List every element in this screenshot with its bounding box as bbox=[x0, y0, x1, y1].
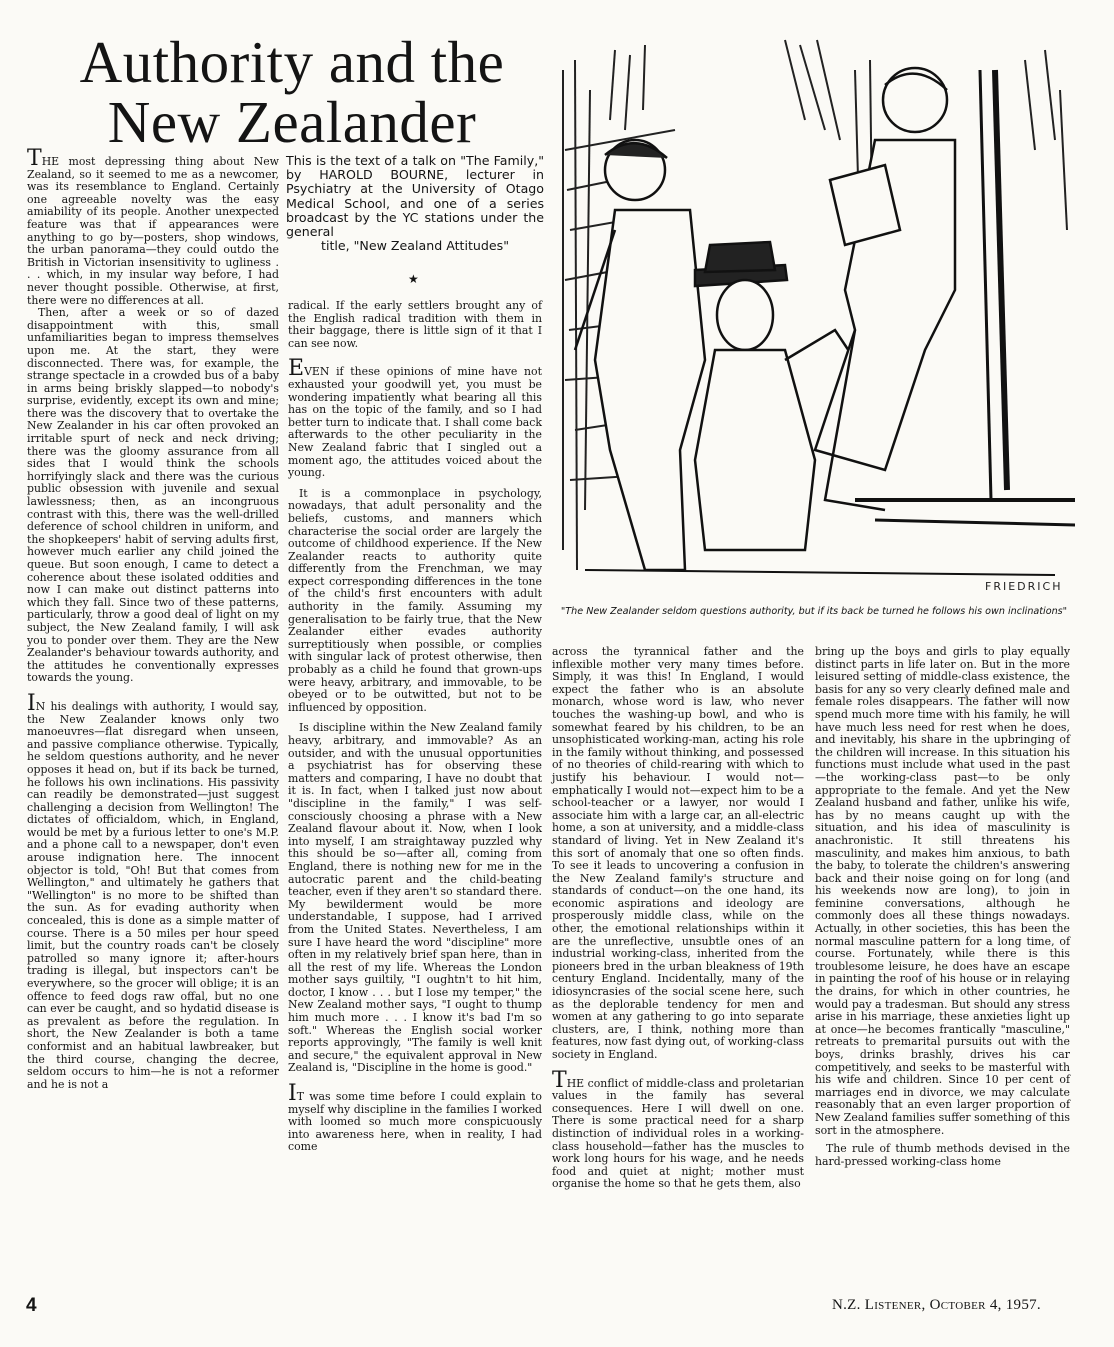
illustration-signature: FRIEDRICH bbox=[985, 580, 1063, 593]
intro-text: This is the text of a talk on "The Family," by HAROLD BOURNE, lecturer in Psychiatry at the University of Otago Medical School, and one of a series broadcast by the YC stations under the general bbox=[286, 153, 544, 240]
paragraph: Is discipline within the New Zealand family heavy, arbitrary, and immovable? As an outsider, and with the unusual opportunities a psychiatrist has for observing these matters and comparing, I have no doubt that it is. In fact, when I talked just now about "discipline in the family," I was self-consciously choosing a phrase with a New Zealand flavour about it. Now, when I look into myself, I am straightaway puzzled why this should be so—after all, coming from England, there is nothing new for me in the autocratic parent and the child-beating teacher, even if they aren't so standard there. My bewilderment would be more understandable, I suppose, had I arrived from the United States. Nevertheless, I am sure I have heard the word "discipline" more often in my relatively brief span here, than in all the rest of my life. Whereas the London mother says guiltily, "I oughtn't to hit him, doctor, I know . . . but I lose my temper," the New Zealand mother says, "I ought to thump him much more . . . I know it's bad I'm so soft." Whereas the English social worker reports approvingly, "The family is well knit and secure," the equivalent approval in New Zealand is, "Discipline in the home is good." bbox=[288, 721, 542, 1075]
paragraph: The rule of thumb methods devised in the hard-pressed working-class home bbox=[815, 1142, 1070, 1168]
article-headline: Authority and the New Zealander bbox=[79, 29, 505, 155]
separator-star-icon: ★ bbox=[408, 272, 419, 286]
publication-date: October 4, 1957. bbox=[929, 1297, 1041, 1313]
figure-middle-man bbox=[695, 242, 855, 550]
page-number: 4 bbox=[26, 1295, 37, 1316]
paragraph: THE conflict of middle-class and proletarian values in the family has several consequences. Here I will dwell on one. There is some practical need for a sharp distinction of individual roles in a working-class household—father has the muscles to work long hours for his wage, and he needs food and quiet at night; mother must organise the home so that he gets them, also bbox=[552, 1067, 804, 1191]
intro-series-title: title, "New Zealand Attitudes" bbox=[321, 238, 509, 254]
paragraph: radical. If the early settlers brought any of the English radical tradition with them in their baggage, there is little sign of it that I can see now. bbox=[288, 299, 542, 350]
illustration-caption: "The New Zealander seldom questions authority, but if its back be turned he follows his own inclinations" bbox=[560, 606, 1068, 617]
paragraph: THE most depressing thing about New Zealand, so it seemed to me as a newcomer, was its resemblance to England. Certainly one agreeable novelty was the easy amiability of its people. Another unexpected feature was that if appearances were anything to go by—posters, shop windows, the urban panorama—they could outdo the British in Victorian insensitivity to ugliness . . . which, in my insular way before, I had never thought possible. Otherwise, at first, there were no differences at all. bbox=[27, 146, 279, 307]
article-column-4 bbox=[815, 646, 1070, 1168]
paragraph: across the tyrannical father and the inflexible mother very many times before. Simply, it was this! In England, I would expect the father who is an absolute monarch, whose word is law, who never touches the washing-up bowl, and who is somewhat feared by his children, to be an unsophisticated working-man, acting his role in the family without thinking, and possessed of no theories of child-rearing with which to justify his behaviour. I would not—emphatically I would not—expect him to be a school-teacher or a lawyer, nor would I associate him with a large car, an all-electric home, a son at university, and a middle-class standard of living. Yet in New Zealand it's this sort of anomaly that one so often finds. To see it leads to uncovering a confusion in the New Zealand family's structure and standards of conduct—on the one hand, its economic aspirations and ideology are prosperously middle class, while on the other, the emotional relationships within it are the unreflective, unsubtle ones of an industrial working-class, inherited from the pioneers bred in the urban bleakness of 19th century England. Incidentally, many of the idiosyncrasies of the social scene here, such as the deplorable tendency for men and women at any gathering to go into separate clusters, are, I think, nothing more than features, now fast dying out, of working-class society in England. bbox=[552, 645, 804, 1061]
figure-left-man bbox=[575, 140, 705, 570]
article-column-1 bbox=[27, 146, 279, 1091]
paragraph: bring up the boys and girls to play equally distinct parts in life later on. But in the more leisured setting of middle-class existence, the basis for any so very clearly defined male and female roles disappears. The father will now spend much more time with his family, he will have much less need for rest when he does, and inevitably, his share in the upbringing of the children will increase. In this situation his functions must include what used in the past—the working-class past—to be only appropriate to the female. And yet the New Zealand husband and father, unlike his wife, has by no means caught up with the situation, and his idea of masculinity is anachronistic. It still threatens his masculinity, and makes him anxious, to bath the baby, to tolerate the children's answering back and their noise going on for long (and his weekends now are long), to join in feminine conversations, although he commonly does all these things nowadays. Actually, in other societies, this has been the normal masculine pattern for a long time, of course. Fortunately, while there is this troublesome leisure, he does have an escape in painting the roof of his house or in relaying the drains, for which in other countries, he would pay a tradesman. But should any stress arise in his marriage, these anxieties light up at once—he becomes frantically "masculine," retreats to premarital pursuits out with the boys, drinks brashly, drives his car competitively, and seeks to be masterful with his wife and children. Since 10 per cent of marriages end in divorce, we may calculate reasonably that an even larger proportion of New Zealand families suffer something of this sort in the atmosphere. bbox=[815, 645, 1070, 1137]
publication-name: N.Z. Listener, bbox=[832, 1297, 926, 1313]
article-intro bbox=[286, 154, 544, 253]
publication-footer bbox=[832, 1297, 1041, 1314]
figure-right-man bbox=[815, 68, 955, 510]
paragraph: It is a commonplace in psychology, nowadays, that adult personality and the beliefs, customs, and manners which characterise the social order are largely the outcome of childhood experience. If the New Zealander reacts to authority quite differently from the Frenchman, we may expect corresponding differences in the tone of the child's first encounters with adult authority in the family. Assuming my generalisation to be fairly true, that the New Zealander either evades authority surreptitiously when possible, or complies with singular lack of protest otherwise, then probably as a child he found that grown-ups were heavy, arbitrary, and immovable, to be obeyed or to be outwitted, but not to be influenced by opposition. bbox=[288, 486, 542, 714]
article-column-3 bbox=[552, 646, 804, 1191]
paragraph: Then, after a week or so of dazed disappointment with this, small unfamiliarities began to impress themselves upon me. At the start, they were disconnected. There was, for example, the strange spectacle in a crowded bus of a baby in arms being briskly slapped—to nobody's surprise, evidently, except its own and mine; there was the discovery that to overtake the New Zealander in his car often provoked an irritable spurt of neck and neck driving; there was the gloomy assurance from all sides that I would think the schools horrifyingly slack and there was the curious public obsession with juvenile and sexual lawlessness; then, as an incongruous contrast with this, there was the well-drilled deference of school children in uniform, and the shopkeepers' habit of serving adults first, however much earlier any child joined the queue. But soon enough, I came to detect a coherence about these isolated oddities and now I can make out distinct patterns into which they fall. Since two of these patterns, particularly, throw a good deal of light on my subject, the New Zealand family, I will ask you to ponder over them. They are the New Zealander's behaviour towards authority, and the attitudes he conventionally expresses towards the young. bbox=[27, 306, 279, 685]
paragraph: IT was some time before I could explain to myself why discipline in the families I worked with loomed so much more conspicuously into awareness here, when in reality, I had come bbox=[288, 1081, 542, 1154]
illustration bbox=[555, 30, 1075, 605]
paragraph: EVEN if these opinions of mine have not exhausted your goodwill yet, you must be wondering impatiently what bearing all this has on the topic of the family, and so I had better turn to indicate that. I shall come back afterwards to the other peculiarity in the New Zealand fabric that I singled out a moment ago, the attitudes voiced about the young. bbox=[288, 356, 542, 480]
article-column-2 bbox=[288, 300, 542, 1154]
paragraph: IN his dealings with authority, I would say, the New Zealander knows only two manoeuvres—flat disregard when unseen, and passive compliance otherwise. Typically, he seldom questions authority, and he never opposes it head on, but if its back be turned, he follows his own inclinations. His passivity can readily be demonstrated—just suggest challenging a decision from Wellington! The dictates of officialdom, which, in England, would be met by a furious letter to one's M.P. and a phone call to a newspaper, don't even arouse indignation here. The innocent objector is told, "Oh! But that comes from Wellington," and ultimately he gathers that "Wellington" is no more to be shifted than the sun. As for evading authority when concealed, this is done as a simple matter of course. There is a 50 miles per hour speed limit, but the country roads can't be closely patrolled so many ignore it; after-hours trading is illegal, but inspectors can't be everywhere, so the grocer will oblige; it is an offence to feed dogs raw offal, but no one can ever be caught, and so hydatid disease is as prevalent as before the regulation. In short, the New Zealander is both a tame conformist and an habitual lawbreaker, but the third course, changing the decree, seldom occurs to him—he is not a reformer and he is not a bbox=[27, 690, 279, 1091]
